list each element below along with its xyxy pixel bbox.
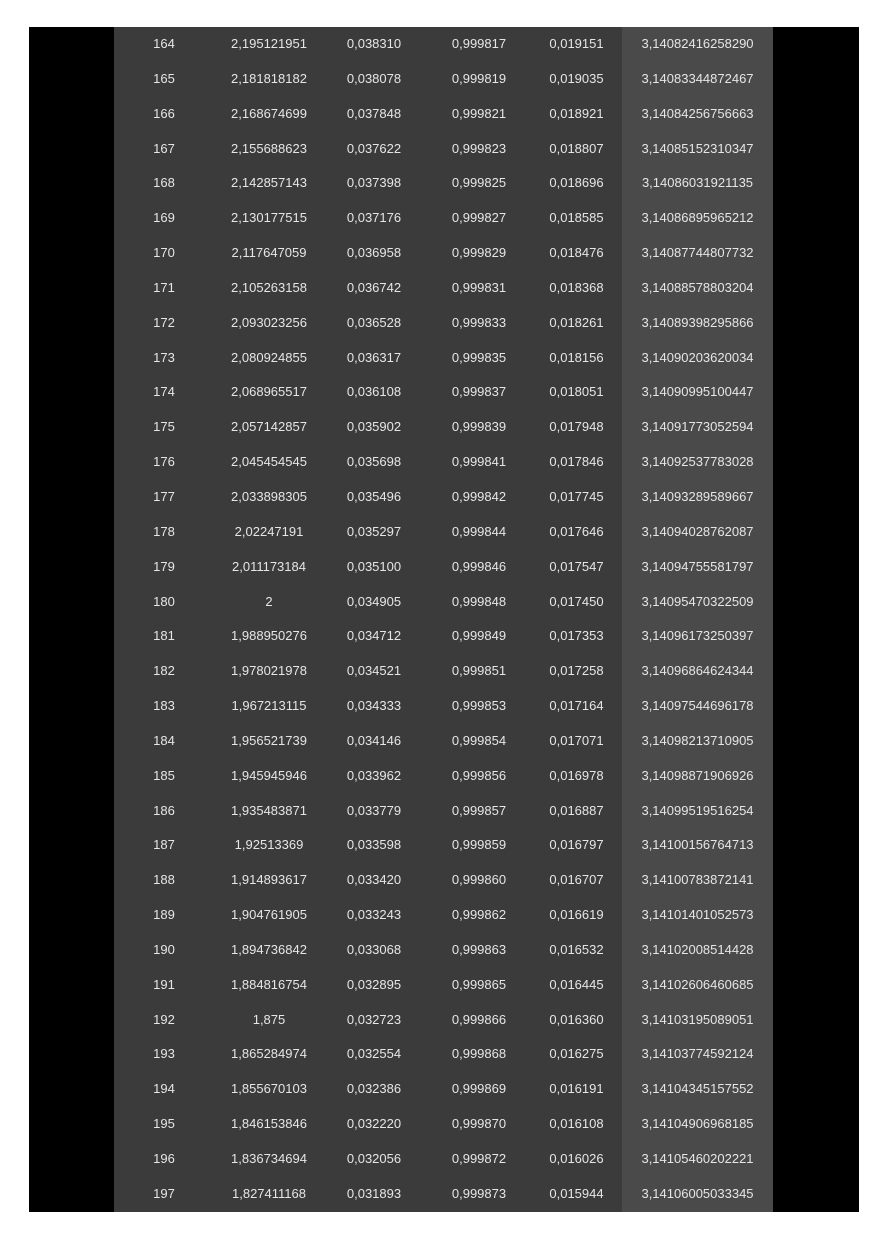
- table-cell: 2,057142857: [231, 419, 307, 435]
- table-row: [114, 375, 773, 410]
- table-cell: 1,956521739: [231, 732, 307, 748]
- table-cell: 2,130177515: [231, 210, 307, 226]
- table-cell: 0,999837: [451, 384, 507, 400]
- table-cell: 0,037176: [346, 210, 402, 226]
- table-cell: 3,14102008514428: [641, 941, 754, 957]
- table-body: [114, 27, 773, 1212]
- table-cell: 3,14094755581797: [641, 558, 754, 574]
- table-cell: 0,037622: [346, 140, 402, 156]
- table-cell: 0,018921: [549, 105, 604, 121]
- table-cell: 3,14104345157552: [641, 1081, 754, 1097]
- table-cell: 0,999862: [451, 907, 507, 923]
- table-cell: 186: [153, 802, 175, 818]
- table-cell: 2,142857143: [231, 175, 307, 191]
- table-cell: 0,999849: [451, 628, 507, 644]
- table-cell: 3,14105460202221: [641, 1151, 754, 1166]
- table-cell: 0,999831: [451, 279, 507, 295]
- table-cell: 1,884816754: [231, 976, 307, 992]
- table-cell: 3,14086895965212: [641, 210, 754, 226]
- table-row: [114, 271, 773, 306]
- table-cell: 0,999823: [451, 140, 507, 156]
- table-cell: 0,999866: [451, 1011, 507, 1027]
- table-cell: 3,14083344872467: [641, 70, 754, 86]
- table-row: [114, 445, 773, 480]
- table-cell: 3,14090995100447: [641, 384, 754, 400]
- table-cell: 1,988950276: [231, 628, 307, 644]
- table-cell: 192: [153, 1011, 175, 1027]
- table-cell: 0,016026: [549, 1151, 604, 1166]
- table-cell: 3,14089398295866: [641, 314, 754, 330]
- table-cell: 0,999827: [451, 210, 507, 226]
- table-cell: 0,999851: [451, 663, 507, 679]
- table-cell: 0,032056: [346, 1151, 402, 1166]
- table-cell: 0,016445: [549, 976, 604, 992]
- table-cell: 0,999863: [451, 941, 507, 957]
- table-cell: 1,978021978: [231, 663, 307, 679]
- table-cell: 0,018476: [549, 245, 604, 261]
- table-row: [114, 689, 773, 724]
- table-cell: 0,017164: [549, 698, 604, 714]
- table-cell: 0,038078: [346, 70, 402, 86]
- table-cell: 0,016978: [549, 767, 604, 783]
- table-cell: 197: [153, 1185, 175, 1201]
- table-row: [114, 1003, 773, 1038]
- table-cell: 3,14096864624344: [641, 663, 754, 679]
- data-table: [114, 27, 773, 1212]
- table-cell: 0,017258: [549, 663, 604, 679]
- table-cell: 0,016887: [549, 802, 604, 818]
- table-cell: 2,168674699: [231, 105, 307, 121]
- table-cell: 0,016707: [549, 872, 604, 888]
- table-row: [114, 1107, 773, 1142]
- table-cell: 193: [153, 1046, 175, 1062]
- table-cell: 0,037848: [346, 105, 402, 121]
- table-cell: 0,999829: [451, 245, 507, 261]
- table-cell: 0,017646: [549, 523, 604, 539]
- table-cell: 3,14098871906926: [641, 767, 754, 783]
- table-cell: 3,14094028762087: [641, 523, 754, 539]
- table-cell: 0,999833: [451, 314, 507, 330]
- table-cell: 0,999860: [451, 872, 507, 888]
- table-cell: 0,016360: [549, 1011, 604, 1027]
- table-cell: 0,999844: [451, 523, 507, 539]
- table-cell: 187: [153, 837, 175, 853]
- table-row: [114, 166, 773, 201]
- table-cell: 0,033962: [346, 767, 402, 783]
- table-cell: 0,999839: [451, 419, 507, 435]
- table-cell: 191: [153, 976, 175, 992]
- table-cell: 178: [153, 523, 175, 539]
- table-cell: 0,017547: [549, 558, 604, 574]
- table-cell: 170: [153, 245, 175, 261]
- table-cell: 0,032386: [346, 1081, 402, 1097]
- table-cell: 0,038310: [346, 36, 402, 51]
- table-cell: 0,999846: [451, 558, 507, 574]
- table-cell: 0,032723: [346, 1011, 402, 1027]
- table-cell: 1,92513369: [234, 837, 304, 853]
- table-cell: 2,02247191: [234, 523, 304, 539]
- table-cell: 2,080924855: [231, 349, 307, 365]
- table-cell: 0,019151: [549, 36, 604, 51]
- table-cell: 3,14092537783028: [641, 454, 754, 470]
- table-cell: 0,017450: [549, 593, 604, 609]
- table-row: [114, 132, 773, 167]
- table-cell: 0,034905: [346, 593, 402, 609]
- table-cell: 1,904761905: [231, 907, 307, 923]
- table-cell: 181: [153, 628, 175, 644]
- table-cell: 0,016275: [549, 1046, 604, 1062]
- table-cell: 0,999859: [451, 837, 507, 853]
- table-cell: 195: [153, 1116, 175, 1132]
- table-cell: 0,999856: [451, 767, 507, 783]
- table-cell: 0,015944: [549, 1185, 604, 1201]
- table-cell: 0,999819: [451, 70, 507, 86]
- table-cell: 0,999854: [451, 732, 507, 748]
- table-cell: 0,018156: [549, 349, 604, 365]
- table-cell: 182: [153, 663, 175, 679]
- table-row: [114, 968, 773, 1003]
- table-cell: 188: [153, 872, 175, 888]
- spreadsheet-page: [29, 27, 859, 1212]
- table-cell: 3,14100156764713: [641, 837, 754, 853]
- table-cell: 3,14104906968185: [641, 1116, 754, 1132]
- table-cell: 3,14102606460685: [641, 976, 754, 992]
- table-cell: 0,999853: [451, 698, 507, 714]
- table-row: [114, 759, 773, 794]
- table-cell: 0,999872: [451, 1151, 507, 1166]
- table-cell: 0,034712: [346, 628, 402, 644]
- table-cell: 1,935483871: [231, 802, 307, 818]
- table-cell: 0,017353: [549, 628, 604, 644]
- table-row: [114, 27, 773, 62]
- table-cell: 0,999848: [451, 593, 507, 609]
- table-cell: 173: [153, 349, 175, 365]
- table-cell: 3,14100783872141: [641, 872, 754, 888]
- table-cell: 3,14096173250397: [641, 628, 754, 644]
- table-cell: 1,855670103: [231, 1081, 307, 1097]
- table-row: [114, 236, 773, 271]
- table-cell: 177: [153, 488, 175, 504]
- table-cell: 166: [153, 105, 175, 121]
- table-row: [114, 62, 773, 97]
- table-cell: 0,035902: [346, 419, 402, 435]
- table-cell: 3,14097544696178: [641, 698, 754, 714]
- table-cell: 0,999868: [451, 1046, 507, 1062]
- table-cell: 2,033898305: [231, 488, 307, 504]
- table-cell: 180: [153, 593, 175, 609]
- table-cell: 0,018696: [549, 175, 604, 191]
- table-row: [114, 619, 773, 654]
- table-cell: 0,036742: [346, 279, 402, 295]
- table-cell: 171: [153, 279, 175, 295]
- table-cell: 0,999842: [451, 488, 507, 504]
- table-cell: 1,836734694: [231, 1151, 307, 1166]
- table-row: [114, 1177, 773, 1212]
- table-cell: 0,999835: [451, 349, 507, 365]
- table-cell: 3,14086031921135: [641, 175, 754, 191]
- table-cell: 1,827411168: [232, 1185, 306, 1201]
- table-cell: 1,967213115: [231, 698, 307, 714]
- table-row: [114, 933, 773, 968]
- table-cell: 3,14085152310347: [641, 140, 754, 156]
- table-row: [114, 585, 773, 620]
- table-cell: 164: [153, 36, 175, 51]
- table-cell: 2,181818182: [231, 70, 307, 86]
- table-cell: 0,999873: [451, 1185, 507, 1201]
- table-cell: 0,035297: [346, 523, 402, 539]
- table-cell: 3,14099519516254: [641, 802, 754, 818]
- table-cell: 0,032220: [346, 1116, 402, 1132]
- table-cell: 2: [265, 593, 273, 609]
- table-cell: 3,14084256756663: [641, 105, 754, 121]
- table-cell: 0,019035: [549, 70, 604, 86]
- table-row: [114, 654, 773, 689]
- table-cell: 3,14091773052594: [641, 419, 754, 435]
- table-cell: 183: [153, 698, 175, 714]
- table-cell: 1,865284974: [231, 1046, 307, 1062]
- table-row: [114, 306, 773, 341]
- table-cell: 0,999825: [451, 175, 507, 191]
- table-row: [114, 1072, 773, 1107]
- table-cell: 3,14082416258290: [641, 36, 754, 51]
- table-cell: 2,117647059: [231, 245, 307, 261]
- table-cell: 176: [153, 454, 175, 470]
- table-cell: 0,016797: [549, 837, 604, 853]
- table-row: [114, 201, 773, 236]
- table-cell: 3,14101401052573: [641, 907, 754, 923]
- table-cell: 0,016619: [549, 907, 604, 923]
- table-cell: 0,999857: [451, 802, 507, 818]
- table-cell: 179: [153, 558, 175, 574]
- table-cell: 2,068965517: [231, 384, 307, 400]
- table-row: [114, 480, 773, 515]
- table-row: [114, 794, 773, 829]
- table-row: [114, 515, 773, 550]
- table-cell: 0,017846: [549, 454, 604, 470]
- table-cell: 0,016532: [549, 941, 604, 957]
- table-cell: 0,032554: [346, 1046, 402, 1062]
- table-cell: 0,036528: [346, 314, 402, 330]
- table-cell: 3,14088578803204: [641, 279, 754, 295]
- table-cell: 2,093023256: [231, 314, 307, 330]
- table-cell: 3,14095470322509: [641, 593, 754, 609]
- table-cell: 0,999865: [451, 976, 507, 992]
- table-cell: 1,846153846: [231, 1116, 307, 1132]
- table-cell: 196: [153, 1151, 175, 1166]
- table-cell: 167: [153, 140, 175, 156]
- table-cell: 3,14090203620034: [641, 349, 754, 365]
- table-cell: 0,034521: [346, 663, 402, 679]
- table-cell: 194: [153, 1081, 175, 1097]
- table-cell: 0,999869: [451, 1081, 507, 1097]
- table-cell: 0,018261: [549, 314, 604, 330]
- table-row: [114, 550, 773, 585]
- table-cell: 0,016191: [549, 1081, 604, 1097]
- table-cell: 0,032895: [346, 976, 402, 992]
- table-cell: 1,945945946: [231, 767, 307, 783]
- table-cell: 2,045454545: [231, 454, 307, 470]
- table-cell: 0,018807: [549, 140, 604, 156]
- table-cell: 0,034333: [346, 698, 402, 714]
- table-row: [114, 1037, 773, 1072]
- table-cell: 175: [153, 419, 175, 435]
- table-cell: 1,875: [252, 1011, 286, 1027]
- table-cell: 184: [153, 732, 175, 748]
- table-cell: 0,033420: [346, 872, 402, 888]
- table-cell: 0,999841: [451, 454, 507, 470]
- table-row: [114, 97, 773, 132]
- table-cell: 0,017948: [549, 419, 604, 435]
- table-cell: 0,033779: [346, 802, 402, 818]
- table-cell: 0,018368: [549, 279, 604, 295]
- table-cell: 165: [153, 70, 175, 86]
- table-cell: 0,035698: [346, 454, 402, 470]
- table-row: [114, 828, 773, 863]
- table-cell: 190: [153, 941, 175, 957]
- table-cell: 3,14087744807732: [641, 245, 754, 261]
- table-cell: 0,036108: [346, 384, 402, 400]
- table-cell: 3,14103774592124: [641, 1046, 754, 1062]
- table-cell: 0,035496: [346, 488, 402, 504]
- table-cell: 0,033598: [346, 837, 402, 853]
- table-cell: 0,037398: [346, 175, 402, 191]
- table-cell: 0,016108: [549, 1116, 604, 1132]
- table-cell: 0,035100: [346, 558, 402, 574]
- table-row: [114, 410, 773, 445]
- table-cell: 0,018585: [549, 210, 604, 226]
- table-cell: 168: [153, 175, 175, 191]
- table-cell: 0,999870: [451, 1116, 507, 1132]
- table-cell: 0,017745: [549, 488, 604, 504]
- table-row: [114, 341, 773, 376]
- table-cell: 169: [153, 210, 175, 226]
- table-cell: 189: [153, 907, 175, 923]
- table-cell: 0,031893: [346, 1185, 402, 1201]
- table-cell: 2,155688623: [231, 140, 307, 156]
- table-row: [114, 724, 773, 759]
- table-cell: 0,036958: [346, 245, 402, 261]
- table-cell: 0,999821: [451, 105, 507, 121]
- table-cell: 0,036317: [346, 349, 402, 365]
- table-cell: 185: [153, 767, 175, 783]
- table-row: [114, 898, 773, 933]
- table-cell: 1,894736842: [231, 941, 307, 957]
- table-cell: 3,14093289589667: [641, 488, 754, 504]
- table-row: [114, 1142, 773, 1177]
- table-cell: 0,018051: [549, 384, 604, 400]
- table-cell: 0,017071: [549, 732, 604, 748]
- table-cell: 3,14103195089051: [641, 1011, 754, 1027]
- table-cell: 0,999817: [451, 36, 507, 51]
- table-cell: 172: [153, 314, 175, 330]
- table-cell: 0,033243: [346, 907, 402, 923]
- table-cell: 174: [153, 384, 175, 400]
- table-cell: 0,033068: [346, 941, 402, 957]
- table-cell: 2,105263158: [231, 279, 307, 295]
- table-row: [114, 863, 773, 898]
- table-cell: 2,011173184: [232, 558, 306, 574]
- table-cell: 3,14106005033345: [641, 1185, 754, 1201]
- table-cell: 1,914893617: [231, 872, 307, 888]
- table-cell: 3,14098213710905: [641, 732, 754, 748]
- table-cell: 0,034146: [346, 732, 402, 748]
- table-cell: 2,195121951: [231, 36, 307, 51]
